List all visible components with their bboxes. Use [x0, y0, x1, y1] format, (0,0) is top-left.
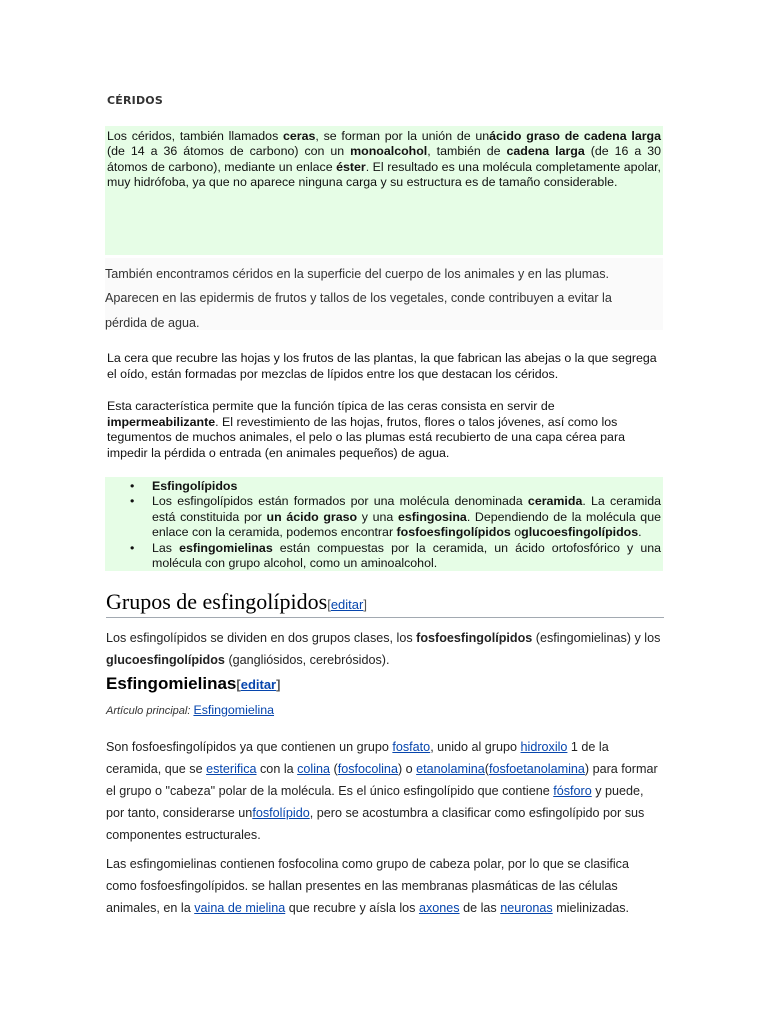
bold-text: fosfoesfingolípidos	[396, 525, 511, 540]
paragraph-ceridos-definition	[105, 126, 663, 194]
bold-text: éster	[336, 159, 366, 174]
link-hidroxilo[interactable]: hidroxilo	[520, 740, 568, 754]
heading-esfingomielinas	[106, 674, 280, 694]
heading-text: Esfingomielinas	[106, 674, 237, 693]
text: . Dependiendo de la molécula que enlace con la ceramida, podemos encontrar	[152, 509, 661, 540]
edit-section-link	[327, 597, 367, 612]
link-colina[interactable]: colina	[297, 762, 331, 776]
bold-text: ácido graso de cadena larga	[489, 129, 661, 143]
link-neuronas[interactable]: neuronas	[500, 901, 553, 915]
text: .	[638, 525, 642, 540]
text: (gangliósidos, cerebrósidos).	[224, 653, 390, 667]
bold-text: Esfingolípidos	[152, 479, 238, 493]
bold-text: glucoesfingolípidos	[521, 525, 639, 540]
main-article-label: Artículo principal:	[106, 705, 191, 717]
text: (esfingomielinas) y los	[532, 631, 661, 645]
text: , unido al grupo	[430, 740, 521, 754]
text: (	[484, 762, 489, 776]
bold-text: glucoesfingolípidos	[106, 653, 225, 667]
link-vaina-de-mielina[interactable]: vaina de mielina	[194, 901, 286, 915]
bold-text: impermeabilizante	[107, 414, 216, 429]
list-item	[105, 494, 663, 540]
link-fosfoetanolamina[interactable]: fosfoetanolamina	[488, 762, 585, 776]
heading-text: Grupos de esfingolípidos	[106, 589, 328, 614]
bullet-icon: •	[130, 494, 135, 509]
text: Las	[152, 540, 180, 555]
text: (de 16 a 30 átomos de carbono), mediante un enlace	[107, 144, 661, 174]
text: , también de	[427, 144, 507, 159]
bold-text: ceras	[283, 129, 316, 143]
text: Son fosfoesfingolípidos ya que contienen un grupo	[106, 740, 393, 754]
text: , pero se acostumbra a clasificar como esfingolípido por sus componentes estructurales.	[106, 806, 645, 842]
text-line: Aparecen en las epidermis de frutos y tallos de los vegetales, conde contribuyen a evitar la	[105, 291, 612, 306]
main-article-link[interactable]: Esfingomielina	[193, 703, 275, 717]
paragraph-ceridos-location	[105, 258, 663, 335]
text: Los esfingolípidos están formados por una molécula denominada	[152, 494, 528, 509]
bold-text: ceramida	[527, 494, 583, 509]
bold-text: un ácido graso	[266, 509, 358, 524]
link-etanolamina[interactable]: etanolamina	[416, 762, 485, 776]
link-fosfolipido[interactable]: fosfolípido	[252, 806, 310, 820]
text: Los céridos, también llamados	[107, 129, 284, 143]
paragraph-las-esfingomielinas	[106, 853, 662, 919]
highlight-box-ceridos	[105, 126, 663, 255]
bold-text: monoalcohol	[350, 144, 428, 159]
list-item	[105, 541, 663, 572]
bold-text: esfingosina	[397, 509, 467, 524]
bold-text: cadena larga	[506, 144, 585, 159]
bullet-icon: •	[130, 479, 135, 493]
edit-link[interactable]: editar	[330, 597, 364, 612]
text: y una	[357, 509, 398, 524]
shaded-box-ceridos-location	[105, 258, 663, 330]
text: ) para formar el grupo o "cabeza" polar de la molécula. Es el único esfingolípido que contiene	[106, 762, 658, 798]
link-esterifica[interactable]: esterifica	[206, 762, 257, 776]
paragraph-son-fosfoesfingolipidos	[106, 736, 662, 846]
text: 1 de la ceramida, que se	[106, 740, 609, 776]
text: , se forman por la unión de un	[315, 129, 490, 143]
text: Esta característica permite que la función típica de las ceras consista en servir de	[107, 399, 555, 413]
link-fosfato[interactable]: fosfato	[392, 740, 431, 754]
text: o	[510, 525, 522, 540]
text: de las	[459, 901, 501, 915]
text-line: pérdida de agua.	[105, 315, 200, 330]
text: . El resultado es una molécula completamente apolar, muy hidrófoba, ya que no aparece ninguna carga y su estructura es de tamaño considerable.	[107, 159, 661, 190]
list-item	[105, 479, 663, 494]
text: (	[330, 762, 338, 776]
text: (de 14 a 36 átomos de carbono) con un	[107, 144, 351, 159]
section-heading-ceridos: CÉRIDOS	[107, 94, 163, 107]
text: y puede, por tanto, considerarse un	[106, 784, 644, 820]
text: que recubre y aísla los	[285, 901, 419, 915]
text: Los esfingolípidos se dividen en dos grupos clases, los	[106, 631, 417, 645]
highlight-box-esfingolipidos	[105, 477, 663, 571]
text: . La ceramida está constituida por	[152, 494, 661, 524]
edit-link[interactable]: editar	[240, 677, 277, 692]
bold-text: fosfoesfingolípidos	[416, 631, 533, 645]
bracket: ]	[276, 677, 281, 692]
text: con la	[256, 762, 298, 776]
bracket: [	[236, 677, 241, 692]
text-line: También encontramos céridos en la superficie del cuerpo de los animales y en las plumas.	[105, 267, 610, 281]
heading-grupos-esfingolipidos	[106, 589, 664, 618]
link-fosfocolina[interactable]: fosfocolina	[337, 762, 398, 776]
text: . El revestimiento de las hojas, frutos, flores o talos jóvenes, así como los tegumentos de muchos animales, el pelo o las plumas está recubierto de una capa cérea para impedir la pérdida o entrada (en animales pequeños) de agua.	[107, 414, 625, 460]
paragraph-funcion	[107, 399, 663, 461]
link-fosforo[interactable]: fósforo	[553, 784, 592, 798]
bullet-list	[105, 477, 663, 571]
text: mielinizadas.	[552, 901, 629, 915]
bold-text: esfingomielinas	[179, 540, 273, 555]
paragraph-grupos	[106, 627, 662, 671]
link-axones[interactable]: axones	[418, 901, 460, 915]
text: ) o	[397, 762, 417, 776]
main-article-note	[106, 703, 274, 717]
paragraph-cera: La cera que recubre las hojas y los frutos de las plantas, la que fabrican las abejas o la que segrega el oído, están formadas por mezclas de lípidos entre los que destacan los céridos.	[107, 351, 657, 381]
bracket: ]	[363, 597, 367, 612]
bracket: [	[327, 597, 331, 612]
bullet-icon: •	[130, 540, 135, 555]
text: Las esfingomielinas contienen fosfocolina como grupo de cabeza polar, por lo que se clasifica como fosfoesfingolípidos. se hallan presentes en las membranas plasmáticas de las células animales, en la	[106, 857, 629, 915]
edit-section-link	[236, 677, 280, 692]
text: están compuestas por la ceramida, un ácido ortofosfórico y una molécula con grupo alcohol, como un aminoalcohol.	[152, 540, 662, 571]
